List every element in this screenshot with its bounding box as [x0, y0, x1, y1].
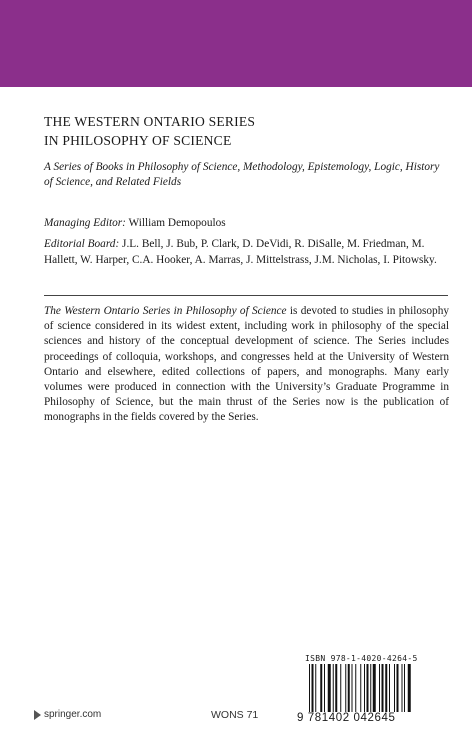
barcode-bar — [389, 664, 390, 712]
barcode-bar — [364, 664, 365, 712]
managing-editor-label: Managing Editor: — [44, 217, 126, 229]
top-color-bar — [0, 0, 472, 87]
barcode-bar — [352, 664, 353, 712]
barcode-bar — [312, 664, 314, 712]
barcode-bar — [360, 664, 361, 712]
series-title-line-2: IN PHILOSOPHY OF SCIENCE — [44, 133, 232, 148]
isbn-label: ISBN 978-1-4020-4264-5 — [305, 654, 418, 663]
springer-link-text: springer.com — [44, 709, 102, 720]
series-description — [44, 304, 449, 426]
series-title-line-1: THE WESTERN ONTARIO SERIES — [44, 114, 256, 129]
barcode-bar — [348, 664, 350, 712]
barcode-bar — [320, 664, 322, 712]
series-title — [44, 112, 444, 150]
barcode-bar — [324, 664, 325, 712]
barcode — [309, 664, 440, 712]
chevron-right-icon — [34, 710, 41, 720]
managing-editor — [44, 216, 449, 231]
managing-editor-name: William Demopoulos — [128, 217, 226, 229]
series-subtitle: A Series of Books in Philosophy of Science, Methodology, Epistemology, Logic, History of Science, and Related Fields — [44, 161, 440, 188]
ean-digits: 9 781402 042645 — [297, 712, 396, 724]
barcode-bar — [373, 664, 376, 712]
barcode-bar — [379, 664, 380, 712]
divider-rule — [44, 295, 448, 296]
barcode-bar — [394, 664, 395, 712]
editorial-board — [44, 237, 449, 268]
barcode-bar — [397, 664, 399, 712]
barcode-bar — [315, 664, 316, 712]
barcode-bar — [355, 664, 356, 712]
barcode-bar — [335, 664, 337, 712]
barcode-bar — [345, 664, 346, 712]
volume-number: WONS 71 — [211, 709, 259, 721]
barcode-bar — [340, 664, 341, 712]
barcode-bar — [382, 664, 384, 712]
barcode-bar — [404, 664, 405, 712]
barcode-bar — [408, 664, 411, 712]
springer-link[interactable] — [34, 709, 101, 720]
barcode-bar — [367, 664, 369, 712]
editorial-board-members: J.L. Bell, J. Bub, P. Clark, D. DeVidi, R. DiSalle, M. Friedman, M. Hallett, W. Harper, C.A. Hooker, A. Marras, J. Mittelstrass, J.M. Nicholas, I. Pitowsky. — [44, 238, 437, 266]
barcode-bar — [328, 664, 331, 712]
description-text: is devoted to studies in philosophy of science considered in its widest extent, including work in philosophy of the special sciences and history of the conceptual development of science. The Series includes proceedings of colloquia, workshops, and congresses held at the University of Western Ontario and elsewhere, edited collections of papers, and monographs. Many early volumes were produced in connection with the University’s Graduate Programme in Philosophy of Science, but the main thrust of the Series now is the publication of monographs in the fields covered by the Series. — [44, 305, 449, 424]
barcode-bar — [370, 664, 371, 712]
editorial-board-label: Editorial Board: — [44, 238, 120, 250]
barcode-bar — [309, 664, 310, 712]
barcode-bar — [333, 664, 334, 712]
barcode-bar — [385, 664, 387, 712]
description-series-name: The Western Ontario Series in Philosophy of Science — [44, 305, 287, 317]
barcode-bar — [402, 664, 403, 712]
